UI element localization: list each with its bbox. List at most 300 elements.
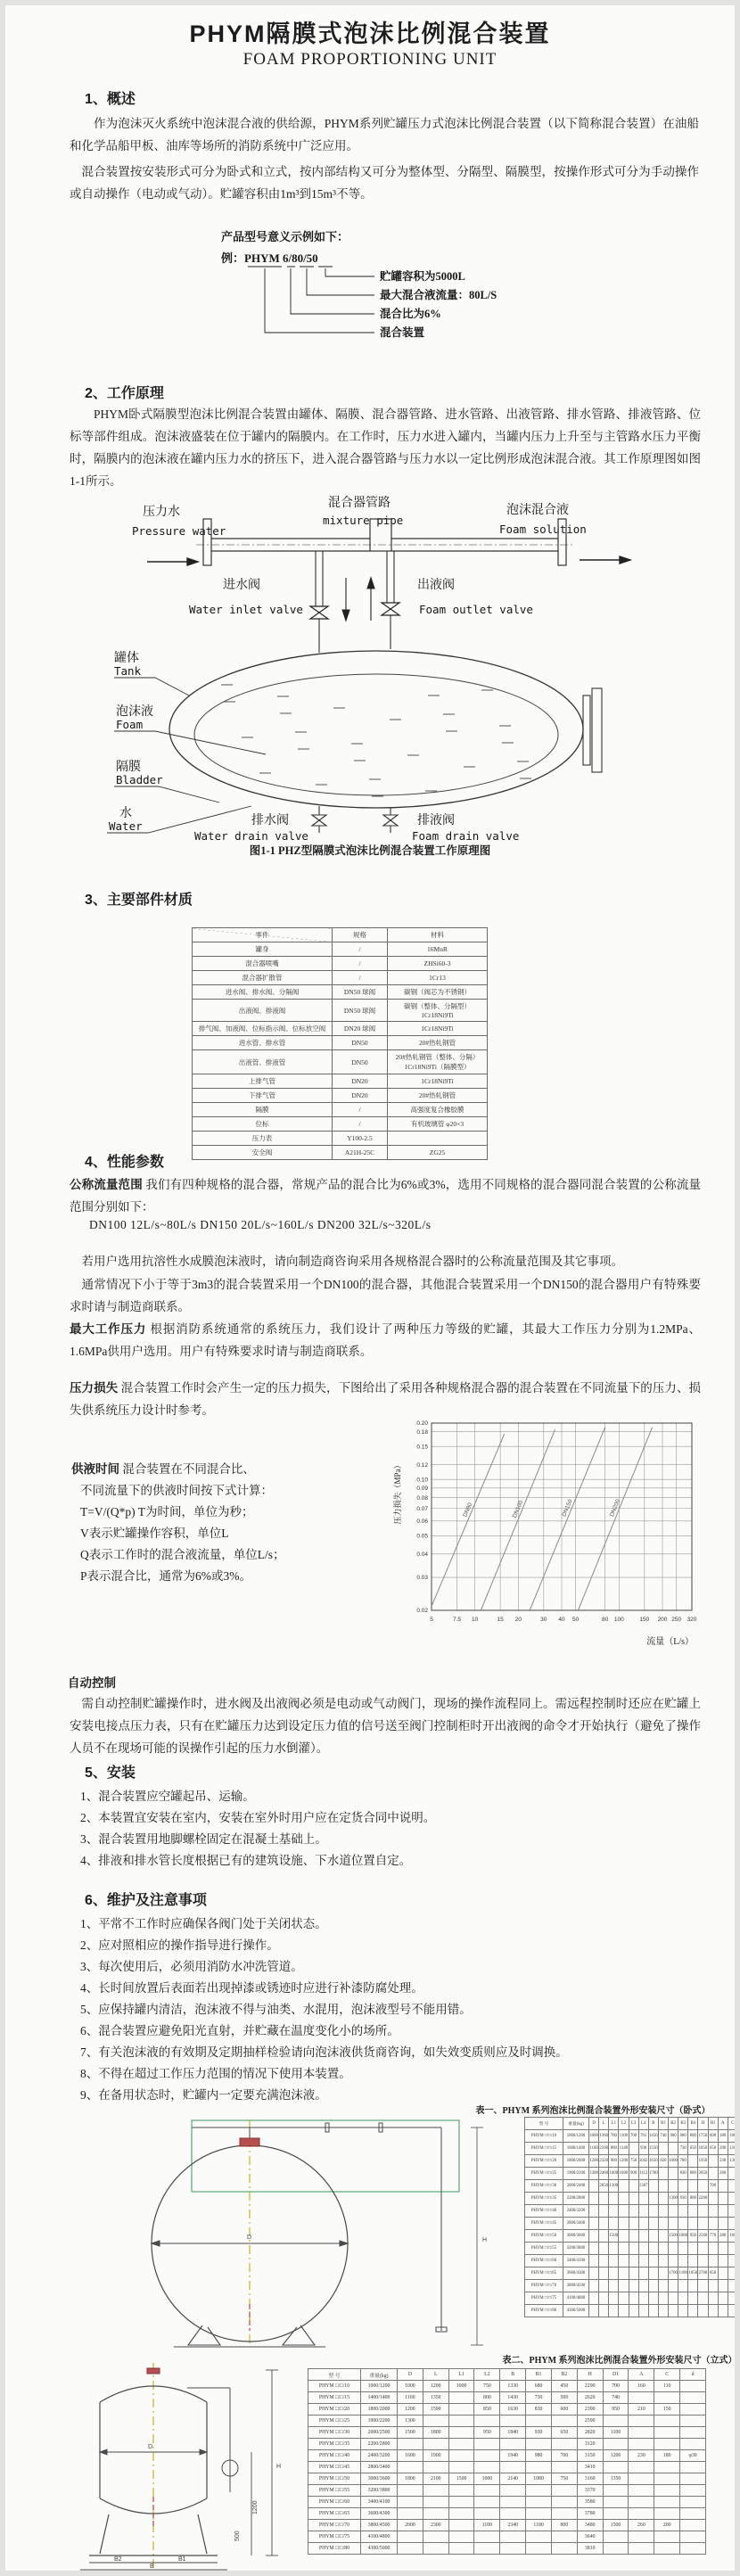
table-cell: [654, 2508, 680, 2520]
table-cell: Y100-2.5: [333, 1132, 388, 1146]
table-cell: PHYM □/□/10: [308, 2381, 361, 2392]
table-cell: [728, 2218, 737, 2230]
table-cell: [658, 2230, 668, 2243]
label-pressure-water-cn: 压力水: [143, 506, 180, 519]
model-callout-ratio: 混合比为6%: [380, 308, 441, 320]
table-cell: 3780: [577, 2508, 603, 2520]
table-cell: [589, 2205, 599, 2218]
table-cell: [526, 2485, 552, 2497]
table-cell: 1140: [619, 2143, 629, 2155]
table-cell: [526, 2439, 552, 2450]
label-foam-drain-en: Foam drain valve: [412, 829, 520, 842]
svg-text:5: 5: [430, 1617, 433, 1623]
table-cell: [398, 2543, 423, 2555]
table-cell: [474, 2416, 500, 2427]
table-cell: 100: [728, 2130, 737, 2143]
table-cell: 1180: [678, 2267, 688, 2280]
column-header: L2: [619, 2118, 629, 2130]
table-cell: [698, 2280, 708, 2292]
table-cell: 740: [603, 2392, 629, 2404]
tank-drawing-vertical: [53, 2363, 299, 2576]
table-cell: [638, 2280, 648, 2292]
table-cell: /: [333, 1103, 388, 1117]
model-example: 例：PHYM 6/80/50: [221, 251, 318, 265]
table-cell: [728, 2305, 737, 2317]
table-cell: [708, 2292, 718, 2305]
table-cell: [728, 2243, 737, 2255]
table-cell: [658, 2243, 668, 2255]
table-cell: [728, 2255, 737, 2267]
table-cell: 950: [603, 2404, 629, 2416]
table-cell: 3000/3600: [563, 2230, 589, 2243]
table-cell: PHYM □/□/45: [525, 2218, 563, 2230]
table-row: [193, 1146, 488, 1160]
column-header: 规格: [333, 928, 388, 942]
column-header: D: [398, 2369, 423, 2381]
table-cell: PHYM □/□/80: [525, 2305, 563, 2317]
table-cell: 1900/2200: [361, 2416, 398, 2427]
maintenance-list: [80, 1913, 568, 2106]
table-cell: [654, 2473, 680, 2485]
table-cell: [708, 2218, 718, 2230]
table-cell: 1600: [619, 2168, 629, 2180]
column-header: B2: [669, 2118, 678, 2130]
table-cell: [589, 2280, 599, 2292]
table-row: [308, 2416, 706, 2427]
supply-line: Q表示工作时的混合液流量，单位L/s；: [80, 1548, 285, 1561]
table-cell: [448, 2531, 474, 2543]
label-foam-drain-cn: 排液阀: [417, 814, 455, 827]
table-cell: 2200/2800: [361, 2439, 398, 2450]
table-cell: [474, 2497, 500, 2508]
table-cell: [629, 2416, 654, 2427]
table-cell: [448, 2520, 474, 2531]
column-header: B1: [658, 2118, 668, 2130]
table-cell: [629, 2205, 638, 2218]
table-cell: 1900: [423, 2450, 448, 2462]
table-cell: 1500: [448, 2473, 474, 2485]
table1-caption: 表一、PHYM 系列泡沫比例混合装置外形安装尺寸（卧式）: [475, 2106, 711, 2116]
table-cell: 1700: [669, 2267, 678, 2280]
pressure-loss-lead: 压力损失: [70, 1381, 119, 1395]
foam-dashes: [221, 685, 531, 796]
supply-time-lead: 供液时间: [71, 1462, 119, 1476]
table-cell: PHYM □/□/30: [525, 2180, 563, 2193]
column-header: A: [718, 2118, 728, 2130]
label-inlet-valve-cn: 进水阀: [223, 579, 260, 592]
table-cell: [728, 2205, 737, 2218]
label-water-drain-en: Water drain valve: [194, 829, 308, 842]
table-row: [193, 957, 488, 971]
table-cell: [728, 2292, 737, 2305]
table-cell: 900: [669, 2130, 678, 2143]
table-cell: [589, 2230, 599, 2243]
table-cell: 200: [654, 2520, 680, 2531]
table-cell: 2820: [577, 2427, 603, 2439]
table-row: [525, 2305, 738, 2317]
table-cell: 160: [629, 2381, 654, 2392]
section-heading-maintenance: 6、维护及注意事项: [85, 1893, 207, 1908]
table-cell: 260: [718, 2168, 728, 2180]
table-cell: 1300: [589, 2168, 599, 2180]
table-cell: [589, 2267, 599, 2280]
supply-line: 不同流量下的供液时间按下式计算：: [80, 1484, 273, 1497]
table-cell: 20#热轧钢管: [388, 1036, 488, 1050]
table-cell: [708, 2305, 718, 2317]
table-cell: [423, 2531, 448, 2543]
table-cell: 3400/4100: [361, 2497, 398, 2508]
list-item: 5、应保持罐内清洁，泡沫液不得与油类、水混用，泡沫液型号不能用错。: [80, 2003, 472, 2016]
table-cell: 230: [629, 2450, 654, 2462]
column-header: 重量(kg): [563, 2118, 589, 2130]
table-cell: [718, 2280, 728, 2292]
table-cell: [609, 2193, 619, 2205]
table-row: [525, 2193, 738, 2205]
table-cell: [680, 2497, 706, 2508]
table-cell: [629, 2280, 638, 2292]
table-cell: [629, 2305, 638, 2317]
table-cell: [474, 2450, 500, 2462]
table-cell: [603, 2485, 629, 2497]
column-header: 零件: [193, 928, 333, 942]
table-cell: 950: [474, 2427, 500, 2439]
principle-diagram: [62, 496, 678, 846]
table-cell: [619, 2218, 629, 2230]
table-cell: [669, 2168, 678, 2180]
table-row: [308, 2508, 706, 2520]
model-callout-unit: 混合装置: [380, 326, 425, 339]
table-cell: [423, 2543, 448, 2555]
table-cell: [589, 2305, 599, 2317]
dim-B2-label: B2: [114, 2556, 122, 2563]
table-cell: 2560: [698, 2230, 708, 2243]
svg-text:0.18: 0.18: [416, 1428, 428, 1436]
svg-text:DN80: DN80: [462, 1502, 474, 1518]
svg-text:0.12: 0.12: [416, 1461, 428, 1469]
table-cell: [589, 2292, 599, 2305]
table-cell: [708, 2155, 718, 2168]
table-cell: 600: [708, 2130, 718, 2143]
table-row: [525, 2280, 738, 2292]
table-cell: 1300: [398, 2416, 423, 2427]
list-item: 7、有关泡沫液的有效期及定期抽样检验请向泡沫液供货商咨询，如失效变质则应及时调换。: [80, 2045, 568, 2059]
table-cell: [688, 2292, 698, 2305]
table-cell: 2000/2400: [563, 2180, 589, 2193]
table-cell: 1750: [698, 2130, 708, 2143]
table-cell: [648, 2193, 658, 2205]
table-cell: [658, 2193, 668, 2205]
table-cell: 700: [609, 2130, 619, 2143]
table-cell: [680, 2520, 706, 2531]
table-cell: [698, 2218, 708, 2230]
table-cell: 1400/1400: [361, 2392, 398, 2404]
table-cell: [658, 2280, 668, 2292]
table-cell: 1000/1200: [563, 2130, 589, 2143]
table-cell: PHYM □/□/75: [308, 2531, 361, 2543]
table-cell: [638, 2292, 648, 2305]
table-cell: 1500: [603, 2520, 629, 2531]
table-cell: 700: [603, 2381, 629, 2392]
table-cell: PHYM □/□/60: [308, 2497, 361, 2508]
table-cell: [551, 2439, 577, 2450]
table-cell: 820: [658, 2155, 668, 2168]
table-cell: PHYM □/□/50: [308, 2473, 361, 2485]
table-cell: [599, 2243, 609, 2255]
table-cell: [619, 2205, 629, 2218]
table-cell: [474, 2543, 500, 2555]
table-cell: PHYM □/□/20: [525, 2155, 563, 2168]
overview-paragraph-1: 作为泡沫灭火系统中泡沫混合液的供给源，PHYM系列贮罐压力式泡沫比例混合装置（以下简称混合装置）在油船和化学品船甲板、油库等场所的消防系统中广泛应用。: [70, 117, 699, 152]
table-cell: 650: [708, 2143, 718, 2155]
table-cell: [688, 2255, 698, 2267]
column-header: H: [698, 2118, 708, 2130]
supply-line: P表示混合比，通常为6%或3%。: [80, 1569, 251, 1583]
table-cell: 2760: [698, 2267, 708, 2280]
table-cell: [680, 2439, 706, 2450]
table-cell: [658, 2218, 668, 2230]
table-row: [193, 1050, 488, 1074]
table-cell: [680, 2416, 706, 2427]
table-cell: 1Cr18Ni9Ti: [388, 1074, 488, 1089]
table-row: [308, 2497, 706, 2508]
table-cell: 750: [474, 2381, 500, 2392]
column-header: L1: [609, 2118, 619, 2130]
model-callout-lines: [265, 268, 374, 333]
table-cell: 150: [654, 2404, 680, 2416]
label-inlet-valve-en: Water inlet valve: [189, 603, 303, 616]
table-cell: 3800/4500: [563, 2280, 589, 2292]
table-cell: 2850: [599, 2180, 609, 2193]
table-cell: [599, 2193, 609, 2205]
table-row: [525, 2155, 738, 2168]
table-cell: 1600/1400: [563, 2143, 589, 2155]
table-cell: [629, 2439, 654, 2450]
table-cell: [678, 2243, 688, 2255]
table-cell: [698, 2305, 708, 2317]
table-cell: [551, 2497, 577, 2508]
table-cell: [708, 2205, 718, 2218]
label-bladder-cn: 隔膜: [116, 761, 141, 774]
table-cell: [500, 2462, 526, 2473]
table-cell: [658, 2143, 668, 2155]
table-cell: PHYM □/□/15: [525, 2143, 563, 2155]
table-cell: [669, 2180, 678, 2193]
table-cell: 950: [688, 2230, 698, 2243]
table-cell: [448, 2427, 474, 2439]
column-header: L2: [474, 2369, 500, 2381]
tank-shell: [169, 651, 583, 808]
table-cell: [589, 2218, 599, 2230]
drain-piping: [312, 806, 398, 833]
supply-line-text: 混合装置在不同混合比、: [119, 1462, 255, 1476]
table-cell: PHYM □/□/80: [308, 2543, 361, 2555]
table-cell: [728, 2180, 737, 2193]
table-cell: [629, 2485, 654, 2497]
table-cell: ZG25: [388, 1146, 488, 1160]
svg-text:150: 150: [639, 1617, 650, 1623]
table-cell: 900: [629, 2168, 638, 2180]
table-row: [308, 2439, 706, 2450]
table-cell: 1100: [474, 2520, 500, 2531]
table-row: [308, 2427, 706, 2439]
table-cell: 3810: [577, 2543, 603, 2555]
table-cell: 高强度复合橡胶膜: [388, 1103, 488, 1117]
label-tank-en: Tank: [114, 664, 142, 678]
label-water-cn: 水: [119, 807, 132, 820]
table-cell: [678, 2292, 688, 2305]
table-cell: [526, 2531, 552, 2543]
table-cell: 2460: [599, 2168, 609, 2180]
table-row: [525, 2180, 738, 2193]
table-cell: 上排气管: [193, 1074, 333, 1089]
table-cell: 3160: [577, 2473, 603, 2485]
table-cell: [629, 2193, 638, 2205]
table-cell: [728, 2193, 737, 2205]
table-cell: 1200: [398, 2404, 423, 2416]
table-cell: [474, 2485, 500, 2497]
table-cell: [448, 2508, 474, 2520]
table-cell: 1500: [398, 2427, 423, 2439]
table-cell: [708, 2168, 718, 2180]
table-cell: 1500: [609, 2230, 619, 2243]
list-item: 6、混合装置应避免阳光直射，并贮藏在温度变化小的场所。: [80, 2024, 399, 2037]
table-cell: [688, 2155, 698, 2168]
table-cell: 碳钢（阀芯为不锈钢）: [388, 985, 488, 1000]
svg-text:320: 320: [687, 1617, 697, 1623]
table-cell: 3800/4500: [361, 2520, 398, 2531]
section-heading-performance: 4、性能参数: [85, 1155, 164, 1170]
table-cell: [619, 2243, 629, 2255]
table2-caption: 表二、PHYM 系列泡沫比例混合装置外形安装尺寸（立式）: [502, 2356, 737, 2366]
table-row: [525, 2267, 738, 2280]
supply-time-block: [71, 1459, 410, 1587]
table-row: [193, 1089, 488, 1103]
table-cell: 1042: [638, 2155, 648, 2168]
table-cell: PHYM □/□/15: [308, 2392, 361, 2404]
table-cell: PHYM □/□/55: [525, 2243, 563, 2255]
valve-symbols: [310, 603, 399, 619]
table-cell: [688, 2305, 698, 2317]
table-cell: PHYM □/□/25: [308, 2416, 361, 2427]
table-cell: [688, 2243, 698, 2255]
table-cell: 1000: [398, 2381, 423, 2392]
table-cell: [619, 2305, 629, 2317]
table-row: [308, 2450, 706, 2462]
table-cell: [680, 2543, 706, 2555]
table-cell: 1307: [638, 2180, 648, 2193]
table-cell: [629, 2180, 638, 2193]
table-cell: [654, 2485, 680, 2497]
table-cell: 2590: [577, 2416, 603, 2427]
table-cell: [599, 2205, 609, 2218]
table-cell: PHYM □/□/70: [525, 2280, 563, 2292]
table-cell: 2800/3400: [563, 2218, 589, 2230]
table-row: [525, 2168, 738, 2180]
table-cell: 260: [629, 2520, 654, 2531]
table-cell: [474, 2531, 500, 2543]
table-cell: 1000/1200: [361, 2381, 398, 2392]
table-cell: 1900/2200: [563, 2168, 589, 2180]
table-cell: [678, 2205, 688, 2218]
svg-text:DN100: DN100: [511, 1500, 525, 1519]
column-header: H1: [708, 2118, 718, 2130]
overview-paragraph-2: 混合装置按安装形式可分为卧式和立式，按内部结构又可分为整体型、分隔型、隔膜型，按操作形式可分为手动操作或自动操作（电动或气动）。贮罐容积由1m³到15m³不等。: [70, 165, 699, 201]
table-cell: [423, 2508, 448, 2520]
dim-D-label: D: [148, 2444, 153, 2450]
table-cell: [500, 2416, 526, 2427]
table-cell: [551, 2531, 577, 2543]
table-cell: [728, 2280, 737, 2292]
table-cell: [648, 2305, 658, 2317]
table-cell: 830: [678, 2168, 688, 2180]
max-pressure-paragraph: [70, 1318, 701, 1362]
table-row: [525, 2292, 738, 2305]
table-row: [193, 985, 488, 1000]
table-cell: [680, 2462, 706, 2473]
table-cell: 1330: [500, 2381, 526, 2392]
table-cell: 800: [551, 2520, 577, 2531]
table-cell: 1600: [398, 2450, 423, 2462]
table-cell: 2100: [599, 2143, 609, 2155]
table-cell: 1630: [500, 2404, 526, 2416]
afff-paragraph: 若用户选用抗溶性水成膜泡沫液时，请向制造商咨询采用各规格混合器时的公称流量范围及其它事项。: [81, 1255, 623, 1268]
table-cell: 680: [678, 2130, 688, 2143]
table-cell: [619, 2280, 629, 2292]
table-cell: [648, 2255, 658, 2267]
label-pressure-water-en: Pressure water: [132, 524, 226, 538]
table-cell: [658, 2255, 668, 2267]
table-row: [193, 1000, 488, 1022]
table-row: [308, 2462, 706, 2473]
column-header: 材料: [388, 928, 488, 942]
table-cell: [448, 2416, 474, 2427]
table-cell: [603, 2462, 629, 2473]
table-cell: 3370: [577, 2485, 603, 2497]
table-cell: 3640: [577, 2531, 603, 2543]
table-cell: 1200: [423, 2381, 448, 2392]
column-header: B: [500, 2369, 526, 2381]
svg-text:0.02: 0.02: [416, 1608, 428, 1615]
dimension-table-vertical: [308, 2368, 706, 2555]
table-cell: ZHSi60-3: [388, 957, 488, 971]
table-cell: [638, 2218, 648, 2230]
table-cell: 130: [728, 2155, 737, 2168]
column-header: L3: [629, 2118, 638, 2130]
page-title: PHYM隔膜式泡沫比例混合装置: [189, 21, 551, 47]
table-cell: [678, 2218, 688, 2230]
table-cell: 1840: [500, 2427, 526, 2439]
table-cell: [678, 2305, 688, 2317]
table-cell: 750: [629, 2155, 638, 2168]
install-list: [80, 1786, 435, 1872]
column-header: L: [599, 2118, 609, 2130]
table-cell: [474, 2462, 500, 2473]
table-cell: [599, 2305, 609, 2317]
table-cell: 2320: [599, 2155, 609, 2168]
table-cell: [448, 2392, 474, 2404]
list-item: 1、平常不工作时应确保各阀门处于关闭状态。: [80, 1917, 327, 1930]
table-cell: 隔膜: [193, 1103, 333, 1117]
table-cell: [648, 2205, 658, 2218]
table-cell: [629, 2292, 638, 2305]
table-cell: [654, 2462, 680, 2473]
table-cell: DN20: [333, 1089, 388, 1103]
table-cell: [619, 2180, 629, 2193]
table-cell: 2050: [698, 2168, 708, 2180]
max-pressure-text: 根据消防系统通常的系统压力，我们设计了两种压力等级的贮罐，其最大工作压力分别为1.2MPa、1.6MPa供用户选用。用户有特殊要求时请与制造商联系。: [70, 1322, 701, 1358]
table-cell: 3000/3600: [361, 2473, 398, 2485]
table-cell: 120: [728, 2143, 737, 2155]
